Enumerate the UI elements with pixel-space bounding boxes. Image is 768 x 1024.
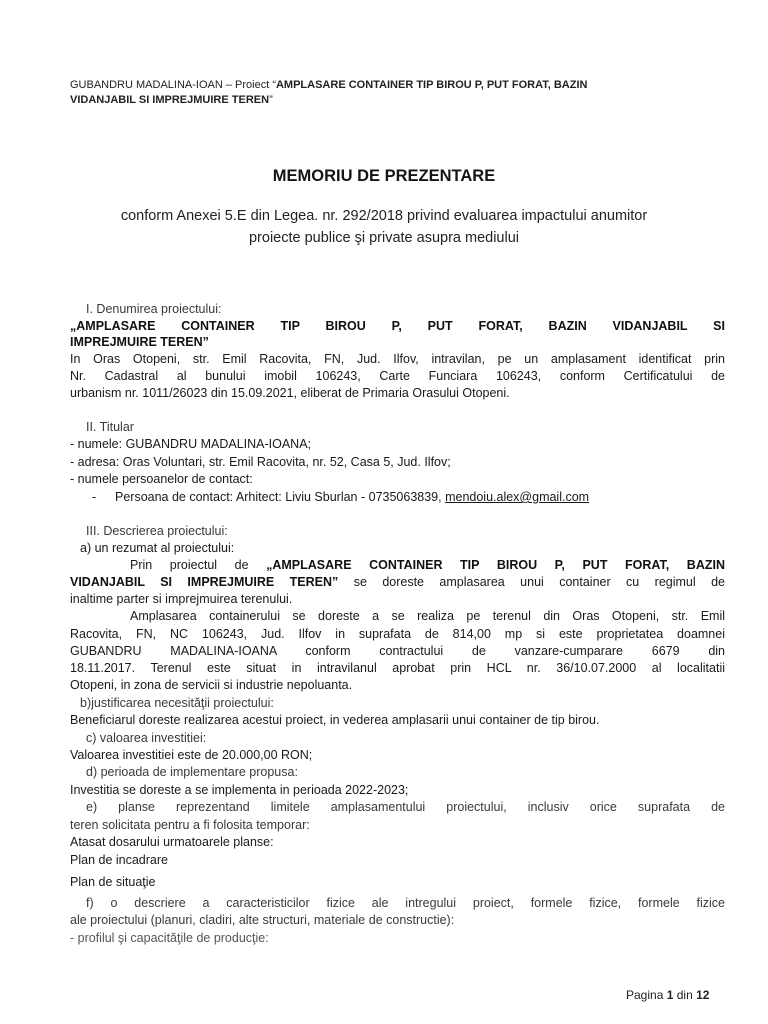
subsection-a-p2-line-4: 18.11.2017. Terenul este situat in intravilanul aprobat prin HCL nr. 36/10.07.2000 al localitatii [70, 661, 725, 675]
section-3-heading: III. Descrierea proiectului: [86, 524, 228, 538]
subtitle-line-2: proiecte publice şi private asupra mediului [248, 230, 519, 246]
contact-persons-heading: - numele persoanelor de contact: [70, 472, 253, 486]
titular-name: - numele: GUBANDRU MADALINA-IOANA; [70, 437, 312, 451]
subsection-b-heading: b)justificarea necesităţii proiectului: [80, 696, 274, 710]
document-header-line-1 [70, 79, 587, 91]
document-header-line-2 [70, 94, 273, 106]
subsection-e-text-1: Atasat dosarului urmatoarele planse: [70, 835, 274, 849]
subsection-b-text: Beneficiarul doreste realizarea acestui proiect, in vederea amplasarii unui container de tip birou. [70, 713, 600, 727]
current-page: 1 [666, 988, 674, 1002]
header-project-title: AMPLASARE CONTAINER TIP BIROU P, PUT FORAT, BAZIN [275, 79, 588, 91]
page-number [626, 988, 709, 1002]
subsection-f-heading-line-1: f) o descriere a caracteristicilor fizice ale intregului proiect, formele fizice, formele fizice [86, 896, 725, 910]
contact-bullet: - [92, 490, 97, 504]
subsection-a-p2-line-5: Otopeni, in zona de servicii si industrie nepoluanta. [70, 678, 353, 692]
subsection-e-text-2: Plan de incadrare [70, 853, 168, 867]
section-2-heading: II. Titular [86, 420, 134, 434]
subsection-a-heading: a) un rezumat al proiectului: [80, 541, 235, 555]
a-p1-prefix: Prin proiectul de [130, 558, 267, 572]
subsection-a-p1-line-1 [130, 558, 725, 572]
total-pages: 12 [696, 988, 710, 1002]
subsection-c-heading: c) valoarea investitiei: [86, 731, 207, 745]
subsection-f-heading-line-2: ale proiectului (planuri, cladiri, alte structuri, materiale de constructie): [70, 913, 455, 927]
subsection-e-heading-line-2: teren solicitata pentru a fi folosita temporar: [70, 818, 310, 832]
subsection-d-heading: d) perioada de implementare propusa: [86, 765, 298, 779]
section-1-text-line-2: Nr. Cadastral al bunului imobil 106243, Carte Funciara 106243, conform Certificatului de [70, 369, 725, 383]
contact-person-text: Persoana de contact: Arhitect: Liviu Sburlan - 0735063839, [115, 490, 446, 504]
a-p1-project-title-cont: VIDANJABIL SI IMPREJMUIRE TEREN” [70, 575, 339, 589]
header-project-title-cont: VIDANJABIL SI IMPREJMUIRE TEREN [70, 94, 270, 106]
header-prefix: GUBANDRU MADALINA-IOAN – Proiect “ [70, 79, 276, 91]
section-1-heading: I. Denumirea proiectului: [86, 302, 222, 316]
project-name-line-2: IMPREJMUIRE TEREN” [70, 335, 209, 349]
subsection-a-p2-line-3: GUBANDRU MADALINA-IOANA conform contractului de vanzare-cumparare 6679 din [70, 644, 725, 658]
subsection-c-text: Valoarea investitiei este de 20.000,00 RON; [70, 748, 313, 762]
subsection-a-p1-line-2 [70, 575, 725, 589]
section-1-text-line-3: urbanism nr. 1011/26023 din 15.09.2021, eliberat de Primaria Orasului Otopeni. [70, 386, 510, 400]
subsection-a-p2-line-2: Racovita, FN, NC 106243, Jud. Ilfov in suprafata de 814,00 mp si este proprietatea doamnei [70, 627, 725, 641]
contact-email-link[interactable]: mendoiu.alex@gmail.com [445, 490, 590, 504]
page-label: Pagina [626, 988, 667, 1002]
page-of: din [673, 988, 697, 1002]
a-p1-rest: se doreste amplasarea unui container cu regimul de [338, 575, 725, 589]
project-name-line-1: „AMPLASARE CONTAINER TIP BIROU P, PUT FORAT, BAZIN VIDANJABIL SI [70, 319, 725, 333]
a-p1-project-title: „AMPLASARE CONTAINER TIP BIROU P, PUT FORAT, BAZIN [266, 558, 725, 572]
section-1-text-line-1: In Oras Otopeni, str. Emil Racovita, FN, Jud. Ilfov, intravilan, pe un amplasament identificat prin [70, 352, 725, 366]
contact-person-line [115, 490, 589, 504]
page-title: MEMORIU DE PREZENTARE [272, 167, 496, 185]
subtitle-line-1: conform Anexei 5.E din Legea. nr. 292/2018 privind evaluarea impactului anumitor [120, 208, 648, 224]
subsection-a-p2-line-1: Amplasarea containerului se doreste a se realiza pe terenul din Oras Otopeni, str. Emil [130, 609, 725, 623]
subsection-e-text-3: Plan de situaţie [70, 875, 156, 889]
subsection-f-text: - profilul şi capacităţile de producţie: [70, 931, 269, 945]
titular-address: - adresa: Oras Voluntari, str. Emil Racovita, nr. 52, Casa 5, Jud. Ilfov; [70, 455, 451, 469]
subsection-d-text: Investitia se doreste a se implementa in perioada 2022-2023; [70, 783, 409, 797]
header-close-quote: ” [269, 94, 273, 106]
subsection-e-heading-line-1: e) planse reprezentand limitele amplasamentului proiectului, inclusiv orice suprafata de [86, 800, 725, 814]
subsection-a-p1-line-3: inaltime parter si imprejmuirea terenului. [70, 592, 293, 606]
